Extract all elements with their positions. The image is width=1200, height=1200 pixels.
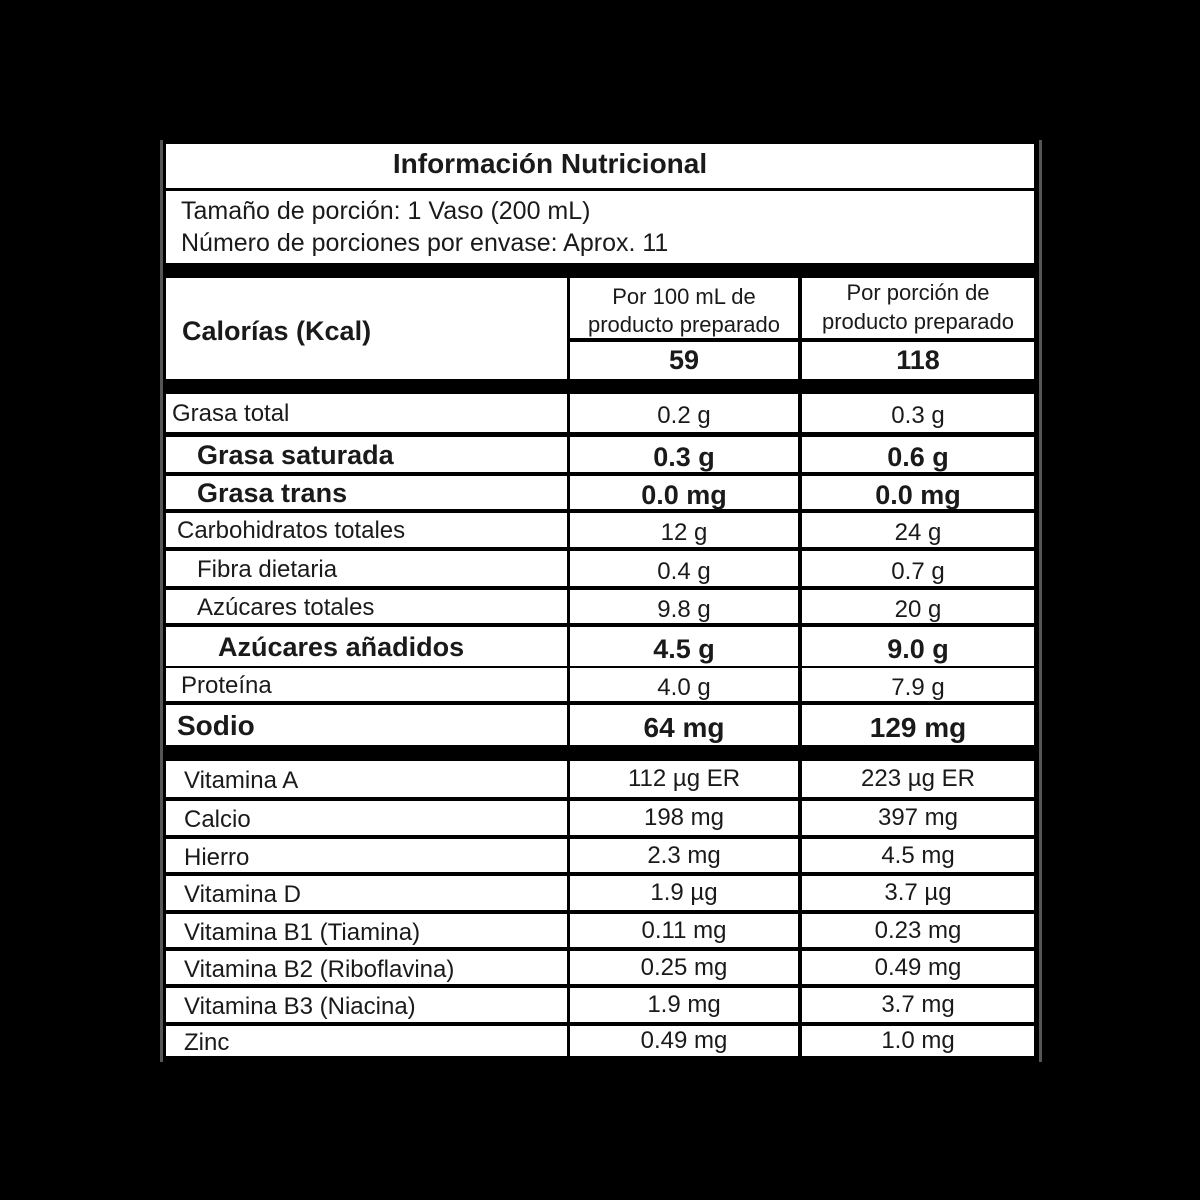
vitamin-label: Vitamina A [184, 767, 299, 794]
vitamin-per100-value: 2.3 mg [647, 841, 721, 869]
frame-line-left [160, 140, 163, 1062]
nutrient-label: Sodio [177, 710, 255, 741]
column-header-perserving-line1: Por porción de [846, 280, 990, 305]
nutrient-perserving-value: 9.0 g [887, 634, 949, 664]
vitamin-label: Vitamina D [184, 881, 301, 908]
vitamin-per100-value: 1.9 µg [650, 879, 718, 906]
frame-line-right [1039, 140, 1042, 1062]
nutrient-label: Grasa trans [197, 478, 348, 508]
nutrient-per100-value: 0.4 g [657, 557, 711, 585]
vitamin-label: Vitamina B2 (Riboflavina) [184, 955, 455, 983]
nutrient-perserving-value: 20 g [894, 595, 942, 623]
calories-label: Calorías (Kcal) [182, 316, 372, 346]
vitamin-perserving-value: 3.7 µg [884, 879, 952, 906]
nutrient-label: Azúcares totales [197, 593, 375, 621]
vitamin-perserving-value: 223 µg ER [861, 765, 975, 792]
vitamin-perserving-value: 397 mg [877, 804, 959, 831]
vitamin-per100-value: 112 µg ER [627, 765, 741, 792]
nutrient-perserving-value: 0.0 mg [875, 480, 961, 510]
nutrient-per100-value: 0.2 g [657, 402, 711, 429]
vitamin-perserving-value: 0.49 mg [874, 953, 962, 981]
vitamin-perserving-value: 0.23 mg [874, 916, 962, 944]
vitamin-per100-value: 0.11 mg [641, 916, 727, 944]
calories-perserving: 118 [896, 345, 940, 375]
column-header-per100-line2: producto preparado [587, 312, 781, 337]
nutrient-perserving-value: 0.6 g [887, 442, 949, 472]
nutrient-label: Grasa total [172, 400, 290, 427]
column-header-perserving-line2: producto preparado [821, 309, 1015, 334]
nutrient-per100-value: 0.0 mg [641, 480, 727, 510]
vitamin-per100-value: 0.25 mg [640, 953, 728, 981]
vitamin-per100-value: 198 mg [643, 804, 725, 831]
nutrient-per100-value: 0.3 g [653, 442, 715, 472]
nutrient-per100-value: 4.0 g [657, 673, 711, 701]
nutrient-perserving-value: 24 g [894, 519, 942, 546]
vitamin-perserving-value: 3.7 mg [881, 991, 955, 1018]
nutrient-perserving-value: 129 mg [869, 712, 967, 743]
nutrient-per100-value: 9.8 g [657, 595, 711, 623]
vitamin-label: Vitamina B1 (Tiamina) [184, 918, 421, 946]
vitamin-label: Hierro [184, 843, 250, 871]
nutrient-label: Carbohidratos totales [177, 517, 406, 544]
nutrient-per100-value: 12 g [660, 519, 708, 546]
vitamin-label: Calcio [184, 806, 251, 833]
nutrient-label: Fibra dietaria [197, 555, 338, 583]
nutrient-label: Grasa saturada [197, 440, 394, 470]
vitamin-label: Vitamina B3 (Niacina) [184, 993, 416, 1020]
serving-size: Tamaño de porción: 1 Vaso (200 mL) [181, 197, 591, 225]
vitamin-perserving-value: 4.5 mg [881, 841, 955, 869]
label-title: Información Nutricional [392, 148, 708, 179]
vitamin-per100-value: 0.49 mg [640, 1027, 728, 1054]
nutrient-per100-value: 64 mg [643, 712, 725, 743]
calories-per100: 59 [668, 345, 700, 375]
nutrient-perserving-value: 7.9 g [891, 673, 945, 701]
vitamin-perserving-value: 1.0 mg [881, 1027, 955, 1054]
nutrient-perserving-value: 0.7 g [891, 557, 945, 585]
nutrient-per100-value: 4.5 g [653, 634, 715, 664]
nutrient-perserving-value: 0.3 g [891, 402, 945, 429]
vitamin-per100-value: 1.9 mg [647, 991, 721, 1018]
nutrient-label: Azúcares añadidos [218, 632, 465, 662]
servings-per-container: Número de porciones por envase: Aprox. 11 [181, 229, 669, 257]
nutrient-label: Proteína [181, 671, 272, 699]
column-header-per100-line1: Por 100 mL de [612, 284, 756, 309]
vitamin-label: Zinc [184, 1029, 230, 1056]
